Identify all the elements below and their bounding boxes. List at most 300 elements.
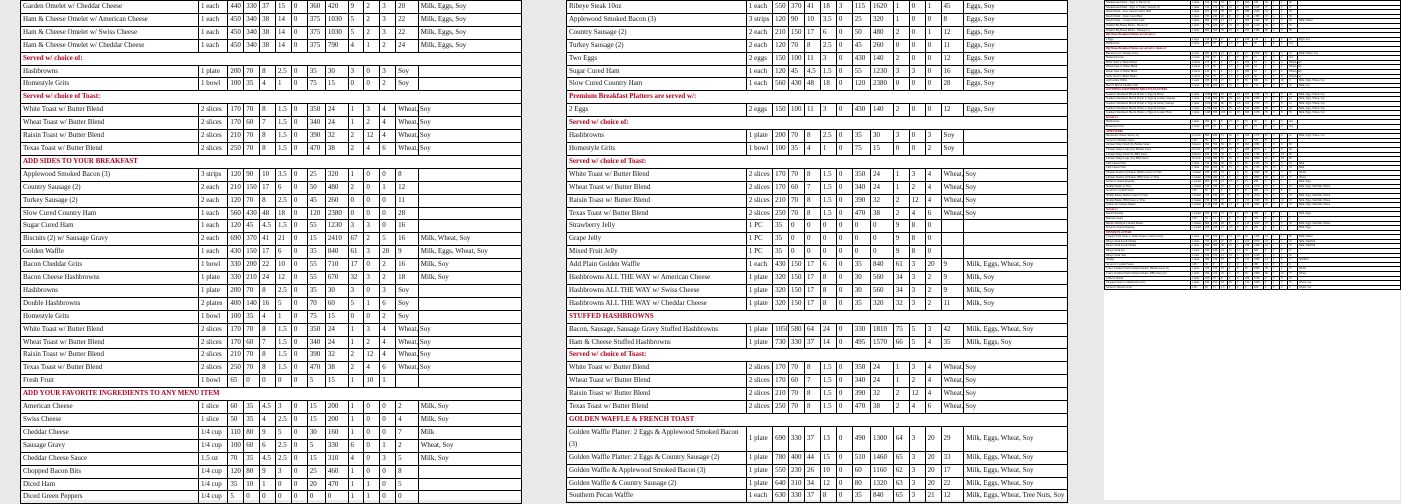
table-cell: 41 [260,233,276,246]
allergen-cell [418,284,521,297]
table-cell: 0 [836,401,852,414]
table-cell: 0 [836,426,852,451]
table-cell: 99 [1264,175,1272,180]
table-cell: 3 [909,490,925,503]
table-cell: 70 [789,401,805,414]
table-cell: 1.5 [276,336,292,349]
item-name-cell: Southern Smothered Biscuit Platter w/ Eggs & Turkey Sausage [1105,102,1191,107]
table-cell: 150 [1204,37,1212,42]
table-cell: 780 [773,451,789,464]
table-cell: 1 each [198,246,227,259]
table-cell: 740 [1204,161,1212,166]
table-cell: 0 [1272,226,1280,231]
table-cell: 0 [836,104,852,117]
table-cell: 1 PC [1191,262,1204,267]
table-cell: 485 [1244,1,1253,6]
table-cell: 35 [244,310,260,323]
table-cell: 5 [276,426,292,439]
table-cell: 20 [925,451,941,464]
table-cell: 580 [1212,148,1220,153]
table-cell: 155 [1244,193,1253,198]
table-cell: 8 [909,233,925,246]
table-cell: 1 [893,362,909,375]
table-cell: 2 slices [198,349,227,362]
table-cell: 0 [1272,37,1280,42]
table-cell: 6 [1228,193,1236,198]
table-cell: 3 [909,259,925,272]
table-cell: 4 [1220,125,1228,130]
table-cell: 0 [1236,5,1244,10]
table-cell: 60 [852,464,870,477]
table-cell: 70 [1244,249,1253,254]
table-cell: 1.5 [820,388,836,401]
section-header-row [567,310,1068,323]
table-cell: 37 [1288,267,1298,272]
table-cell: 320 [870,297,893,310]
table-cell: 35 [307,246,325,259]
table-cell: 70 [789,39,805,52]
table-cell: 1.5 [276,323,292,336]
table-cell: 2 [925,284,941,297]
table-cell: 23 [1288,184,1298,189]
table-cell: 2 [1280,56,1288,61]
item-name-cell: Ribeye Steak 6oz & Shrimp [1105,244,1191,249]
table-cell: 24 [260,272,276,285]
item-name-cell: Ham & Cheese Omelet w/ American Cheese [21,13,199,26]
table-cell: 250 [228,142,244,155]
item-name-cell: Hashbrowns ALL THE WAY w/ Cheddar Cheese [567,297,747,310]
table-cell: 35 [307,284,325,297]
allergen-cell [964,388,1068,401]
table-cell: 67 [1264,51,1272,56]
table-cell: 1 bowl [198,310,227,323]
allergen-cell: Milk, Eggs, Wheat, Soy [1298,106,1401,111]
table-cell: 3 [1272,106,1280,111]
table-cell: 0 [1272,120,1280,125]
table-cell: 920 [1253,249,1264,254]
table-cell: 55 [852,65,870,78]
table-cell: 45 [852,39,870,52]
table-cell: 0 [1236,184,1244,189]
table-cell: Soy [396,78,419,91]
table-cell: 200 [773,130,789,143]
table-row [567,401,1068,414]
table-cell: 120 [228,194,244,207]
table-row [567,451,1068,464]
table-cell: 12 [941,26,964,39]
table-cell: 170 [228,104,244,117]
table-cell: 4 [1272,14,1280,19]
table-cell: 210 [773,388,789,401]
table-cell: 0 [836,388,852,401]
section-heading: GOLDEN WAFFLE & FRENCH TOAST [567,414,1068,427]
table-cell: 41 [1288,102,1298,107]
table-cell: 8 [1280,92,1288,97]
table-cell: 2 [396,439,419,452]
table-cell: 0 [291,1,307,14]
item-name-cell: Sugar Cured Ham [567,65,747,78]
table-cell: 37 [1288,170,1298,175]
table-row [21,375,522,388]
table-cell: 1.5 [276,362,292,375]
table-cell: 1 packet [1191,212,1204,217]
table-cell: 0 [1272,56,1280,61]
table-cell: 1 [1272,239,1280,244]
table-cell: 88 [1264,106,1272,111]
table-cell: 170 [773,181,789,194]
table-cell: 45 [1288,253,1298,258]
item-name-cell: Wheat Toast w/ Butter Blend [21,117,199,130]
table-cell: 15 [870,142,893,155]
table-cell: 11 [804,52,820,65]
table-cell: 1 [1264,60,1272,65]
table-cell: 38 [1288,14,1298,19]
table-cell: 1 PC [746,233,772,246]
table-cell: 390 [307,130,325,143]
table-cell: 12 [364,349,380,362]
table-cell: 1 packet [1191,180,1204,185]
table-cell: 1970 [1253,184,1264,189]
table-cell: 0 [276,478,292,491]
table-cell: 10 [820,464,836,477]
table-cell: 15 [307,233,325,246]
table-cell: 150 [789,26,805,39]
table-cell: 70 [244,65,260,78]
table-cell: 1 [348,336,364,349]
table-cell: 375 [307,39,325,52]
allergen-cell [418,168,521,181]
table-cell: 1 [925,1,941,14]
table-cell: 690 [773,426,789,451]
table-cell: 1500 [1253,161,1264,166]
table-cell: 4 [1228,267,1236,272]
table-cell: 1 plate [1191,5,1204,10]
table-cell: 32 [1220,1,1228,6]
table-cell: 67 [1264,134,1272,139]
table-cell: 1 each [1191,249,1204,254]
table-cell: 4.5 [260,452,276,465]
table-cell: 560 [1204,143,1212,148]
allergen-cell: Wheat [1298,272,1401,277]
table-cell: 0 [364,465,380,478]
table-cell: 6 [380,142,396,155]
table-cell: 0 [1236,56,1244,61]
item-name-cell: Chili Cheese Fries [1105,161,1191,166]
table-cell: 0 [1236,267,1244,272]
table-cell: 2 slices [1191,74,1204,79]
item-name-cell: Raisin Toast w/ Butter Blend [567,388,747,401]
table-cell: 2 slices [198,117,227,130]
table-cell: 350 [307,323,325,336]
table-cell: 1 [893,181,909,194]
table-cell: 150 [773,52,789,65]
table-cell: 1 plate [746,426,772,451]
table-cell: 7 [1228,258,1236,263]
table-cell: 65 [1244,175,1253,180]
table-cell: 41 [1220,19,1228,24]
table-cell: 0 [291,246,307,259]
table-cell: 0 [1236,285,1244,290]
table-cell: 5 [909,336,925,349]
table-cell: 430 [789,78,805,91]
table-cell: 350 [1244,60,1253,65]
table-cell: 0 [380,207,396,220]
table-cell: 5 [1272,134,1280,139]
table-cell: 11 [1228,152,1236,157]
table-cell: 120 [773,13,789,26]
table-cell: 20 [1228,134,1236,139]
table-cell: 330 [1212,193,1220,198]
table-cell: 0 [1236,212,1244,217]
table-cell: 0 [852,233,870,246]
table-cell: 330 [789,426,805,451]
table-cell: 470 [852,207,870,220]
table-cell: 1 [893,1,909,14]
table-cell: 0 [325,491,348,504]
table-cell: 1 [925,26,941,39]
allergen-cell: Milk, Eggs, Wheat, Soy [418,246,521,259]
table-cell: 330 [852,323,870,336]
table-cell: 5 [276,297,292,310]
table-cell: 0 [1280,143,1288,148]
table-cell: 1 basket [1191,198,1204,203]
table-cell: 220 [1212,249,1220,254]
table-cell: 3 [1272,79,1280,84]
table-cell: 12 [1264,262,1272,267]
table-cell: 0 [804,233,820,246]
table-cell: 2 [1272,258,1280,263]
table-cell: 1 each [746,65,772,78]
table-cell: 0 [1212,262,1220,267]
table-cell: 115 [1244,253,1253,258]
item-name-cell: Bacon, Sausage, Sausage Gravy Stuffed Hashbrowns [567,323,747,336]
table-cell: 70 [1212,69,1220,74]
table-cell: 120 [228,465,244,478]
table-cell: 45 [941,1,964,14]
table-cell: 295 [1244,143,1253,148]
table-cell: 0 [1272,276,1280,281]
table-cell: 4.5 [260,401,276,414]
table-cell: 30 [325,284,348,297]
table-cell: 1.5 [1228,60,1236,65]
table-cell: 0 [291,272,307,285]
table-cell: 2 [893,52,909,65]
table-cell: 5 [348,26,364,39]
table-cell: 80 [1264,170,1272,175]
table-cell: 2 [364,117,380,130]
table-cell: 1 [348,478,364,491]
table-cell: 420 [1212,23,1220,28]
table-cell: 1 plate [746,336,772,349]
table-cell: 600 [1244,111,1253,116]
table-cell: 190 [1212,180,1220,185]
table-cell: 690 [228,233,244,246]
section-heading: DINNER PLATTERS [1105,230,1401,235]
table-cell: 3.5 [1228,226,1236,231]
table-cell: 11 [396,194,419,207]
allergen-cell: Milk, Eggs [1298,212,1401,217]
table-cell: 17 [260,246,276,259]
table-cell: 330 [325,439,348,452]
item-name-cell: Smokehouse Platter - Eggs w/ Bacon (3) [1105,1,1191,6]
table-cell: 10 each [1191,157,1204,162]
table-cell: Wheat, Soy [1289,74,1302,78]
table-cell: 210 [228,181,244,194]
table-cell: 1 PC [1191,138,1204,143]
table-cell: 0 [1272,148,1280,153]
table-cell: 155 [1244,198,1253,203]
table-cell: 65 [1244,161,1253,166]
table-cell: 210 [773,26,789,39]
table-cell: 170 [228,323,244,336]
item-name-cell: Golden Waffle Platter: 2 Eggs & Applewood Smoked Bacon (3) [567,426,747,451]
table-cell: 6 [1280,134,1288,139]
table-row [1105,285,1401,290]
allergen-cell: Milk, Wheat, Soy [1298,51,1401,56]
allergen-cell [964,375,1068,388]
table-row [567,362,1068,375]
table-cell: 540 [1212,102,1220,107]
table-cell: 1 plate [746,284,772,297]
table-cell: 2680 [1253,267,1264,272]
table-cell: 2 [1220,138,1228,143]
table-cell: Wheat, Soy [396,142,419,155]
table-cell: 27 [1264,152,1272,157]
table-cell: 70 [1212,120,1220,125]
table-cell: 18 [820,78,836,91]
table-cell: 0 [380,426,396,439]
item-name-cell: Hashbrowns [1105,120,1191,125]
table-cell: 560 [870,272,893,285]
item-name-cell: Country Sausage (2) [21,181,199,194]
table-cell: 38 [1264,267,1272,272]
table-cell: 320 [773,297,789,310]
table-cell: 0 [909,130,925,143]
table-cell: 3 [1280,193,1288,198]
table-cell: 1 plate [1191,97,1204,102]
table-cell: Wheat, Soy [941,401,964,414]
table-cell: 2410 [1253,51,1264,56]
table-cell: 710 [325,259,348,272]
table-cell: 0 [291,336,307,349]
table-row [21,65,522,78]
table-cell: 430 [852,52,870,65]
table-cell: 5 [348,297,364,310]
table-cell: 35 [852,259,870,272]
allergen-cell: Milk [418,426,521,439]
table-cell: 0 [291,65,307,78]
table-cell: 6 [820,259,836,272]
table-cell: 1360 [1253,28,1264,33]
table-cell: 1 PC [1191,189,1204,194]
section-heading: Served w/ choice of: [21,52,522,65]
table-cell: 9 [1228,170,1236,175]
table-cell: 4 [1264,285,1272,290]
table-cell: 2 [1280,267,1288,272]
table-cell: 8 [260,130,276,143]
table-cell: 24 [325,336,348,349]
allergen-cell: Milk, Eggs, Wheat, Soy [964,323,1068,336]
allergen-cell [964,246,1068,259]
table-cell: 440 [228,1,244,14]
table-cell: 0 [1236,10,1244,15]
table-cell: 2 each [1191,51,1204,56]
allergen-cell: Wheat, Soy [1298,285,1401,290]
table-cell: 2 [1272,65,1280,70]
table-cell: 0 [1228,262,1236,267]
table-cell: 1000 [1205,175,1211,179]
table-cell: 5 [1272,221,1280,226]
table-cell: 0 [1236,79,1244,84]
table-cell: 770 [1204,23,1212,28]
table-cell: 48 [260,207,276,220]
item-name-cell: Homestyle Grits [567,142,747,155]
table-cell: 37 [1220,193,1228,198]
table-cell: 4 [348,39,364,52]
allergen-cell: Milk, Eggs, Wheat, Soy [964,426,1068,451]
table-cell: 1.5 [276,220,292,233]
table-cell: 17 [804,284,820,297]
table-cell: 0 [820,246,836,259]
table-cell: 0 [291,220,307,233]
table-cell: 0 [893,78,909,91]
item-name-cell: Hashbrowns [21,284,199,297]
table-cell: 8 [1264,138,1272,143]
table-cell: 2 [348,181,364,194]
table-cell: 16 [941,65,964,78]
table-cell: 550 [773,1,789,14]
table-cell: 1050 [773,323,789,336]
item-name-cell: Chicken Tenders (5) Basket, Buffalo Sauce w/ Fries [1105,170,1191,175]
table-cell: 0 [789,233,805,246]
table-cell: 0 [364,181,380,194]
allergen-cell: Milk, Eggs, Shellfish, Wheat [1298,203,1401,208]
table-cell: 1.5 [820,362,836,375]
table-cell: 30 [1253,42,1264,47]
table-cell: 330 [1204,83,1212,88]
table-cell: 1570 [870,336,893,349]
item-name-cell: Double Hashbrowns [21,297,199,310]
allergen-cell: Milk, Eggs, Wheat, Soy [964,259,1068,272]
table-row [567,272,1068,285]
table-cell: 0 [1220,189,1228,194]
table-row [21,272,522,285]
table-cell: 39 [1280,157,1288,162]
table-cell: 0 [909,1,925,14]
table-cell: 8 [396,168,419,181]
table-row [21,414,522,427]
table-cell: 60 [789,181,805,194]
allergen-cell: Milk, Soy [964,297,1068,310]
table-cell: 34 [1264,1,1272,6]
allergen-cell: Milk, Wheat [1298,235,1401,240]
table-cell: 1 plate [1191,120,1204,125]
table-cell: 1 each [746,78,772,91]
table-cell: 50 [1204,189,1212,194]
table-cell: 9 [1228,175,1236,180]
table-cell: 8 [909,220,925,233]
table-cell: 270 [1212,5,1220,10]
table-cell: 2 each [198,194,227,207]
table-cell: 0 [1236,37,1244,42]
table-cell: 1 [348,104,364,117]
table-cell: 35 [244,401,260,414]
table-cell: 2 [1264,74,1272,79]
item-name-cell: White Toast w/ Butter Blend [567,168,747,181]
table-cell: 860 [1204,221,1212,226]
table-cell: 10 [260,168,276,181]
allergen-cell: Milk, Eggs, Wheat, Soy [1298,102,1401,107]
